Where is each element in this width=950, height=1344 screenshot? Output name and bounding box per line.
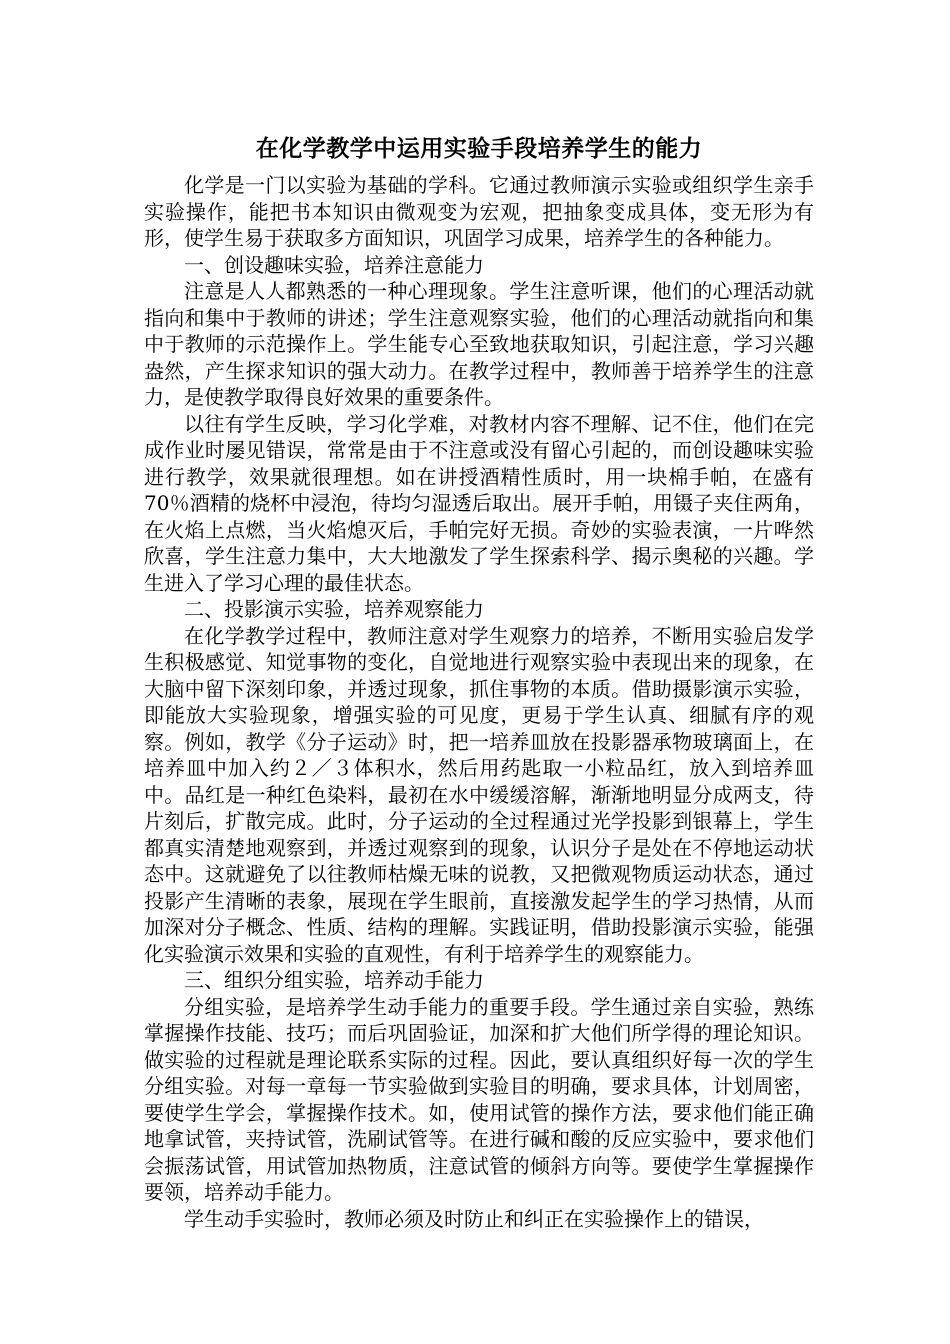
document-page — [144, 126, 814, 1232]
document-title: 在化学教学中运用实验手段培养学生的能力 — [255, 135, 703, 162]
section-1-paragraph-2: 以往有学生反映，学习化学难，对教材内容不理解、记不住，他们在完成作业时屡见错误，常常是由于不注意或没有留心引起的，而创设趣味实验进行教学，效果就很理想。如在讲授酒精性质时，用一块棉手帕，在盛有70％酒精的烧杯中浸泡，待均匀湿透后取出。展开手帕，用镊子夹住两角，在火焰上点燃，当火焰熄灭后，手帕完好无损。奇妙的实验表演，一片哗然欣喜，学生注意力集中，大大地激发了学生探索科学、揭示奥秘的兴趣。学生进入了学习心理的最佳状态。 — [144, 411, 814, 595]
section-3-paragraph-2: 学生动手实验时，教师必须及时防止和纠正在实验操作上的错误， — [184, 1206, 764, 1231]
section-2-heading: 二、投影演示实验，培养观察能力 — [184, 597, 484, 621]
section-3-paragraph-1: 分组实验，是培养学生动手能力的重要手段。学生通过亲自实验，熟练掌握操作技能、技巧；而后巩固验证，加深和扩大他们所学得的理论知识。做实验的过程就是理论联系实际的过程。因此，要认真组织好每一次的学生分组实验。对每一章每一节实验做到实验目的明确，要求具体，计划周密，要使学生学会，掌握操作技术。如，使用试管的操作方法，要求他们能正确地拿试管，夹持试管，洗刷试管等。在进行碱和酸的反应实验中，要求他们会振荡试管，用试管加热物质，注意试管的倾斜方向等。要使学生掌握操作要领，培养动手能力。 — [144, 994, 814, 1204]
section-1-paragraph-1: 注意是人人都熟悉的一种心理现象。学生注意听课，他们的心理活动就指向和集中于教师的讲述；学生注意观察实验，他们的心理活动就指向和集中于教师的示范操作上。学生能专心至致地获取知识，引起注意，学习兴趣盎然，产生探求知识的强大动力。在教学过程中，教师善于培养学生的注意力，是使教学取得良好效果的重要条件。 — [144, 279, 814, 409]
section-3-heading: 三、组织分组实验，培养动手能力 — [184, 968, 484, 992]
section-1-heading: 一、创设趣味实验，培养注意能力 — [184, 252, 484, 277]
section-2-paragraph-1: 在化学教学过程中，教师注意对学生观察力的培养，不断用实验启发学生积极感觉、知觉事物的变化，自觉地进行观察实验中表现出来的现象，在大脑中留下深刻印象，并透过现象，抓住事物的本质。借助摄影演示实验，即能放大实验现象，增强实验的可见度，更易于学生认真、细腻有序的观察。例如，教学《分子运动》时，把一培养皿放在投影器承物玻璃面上，在培养皿中加入约２／３体积水，然后用药匙取一小粒品红，放入到培养皿中。品红是一种红色染料，最初在水中缓缓溶解，渐渐地明显分成两支，待片刻后，扩散完成。此时，分子运动的全过程通过光学投影到银幕上，学生都真实清楚地观察到，并透过观察到的现象，认识分子是处在不停地运动状态中。这就避免了以往教师枯燥无味的说教，又把微观物质运动状态，通过投影产生清晰的表象，展现在学生眼前，直接激发起学生的学习热情，从而加深对分子概念、性质、结构的理解。实践证明，借助投影演示实验，能强化实验演示效果和实验的直观性，有利于培养学生的观察能力。 — [144, 623, 814, 966]
intro-paragraph: 化学是一门以实验为基础的学科。它通过教师演示实验或组织学生亲手实验操作，能把书本知识由微观变为宏观，把抽象变成具体，变无形为有形，使学生易于获取多方面知识，巩固学习成果，培养学生的各种能力。 — [144, 173, 814, 250]
